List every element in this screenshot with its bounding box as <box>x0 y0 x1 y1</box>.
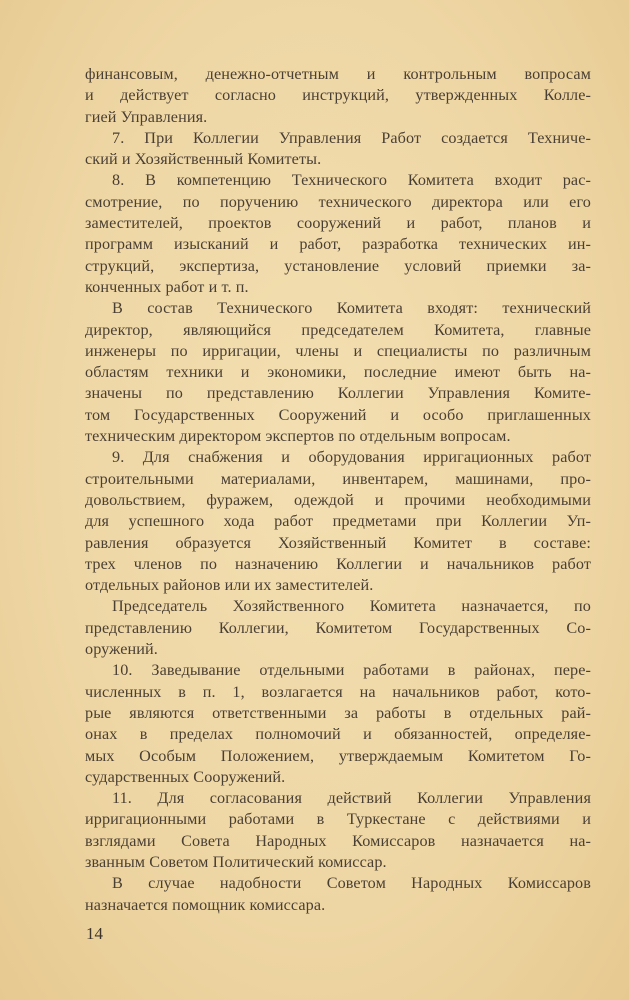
document-page <box>85 64 591 944</box>
text-line: В состав Технического Комитета входят: технический <box>112 299 591 318</box>
text-line: струкций, экспертиза, установление условий приемки за- <box>85 256 591 275</box>
text-line: 11. Для согласования действий Коллегии Управления <box>112 789 591 808</box>
text-line: взглядами Совета Народных Комиссаров назначается на- <box>85 831 591 850</box>
text-line: В случае надобности Советом Народных Комиссаров <box>112 874 591 893</box>
paragraph <box>85 170 591 298</box>
text-line: равления образуется Хозяйственный Комитет в составе: <box>85 533 591 552</box>
text-line: областям техники и экономики, последние имеют быть на- <box>85 363 591 382</box>
text-line: онах в пределах полномочий и обязанностей, определяе- <box>85 725 591 744</box>
text-line: ирригационными работами в Туркестане с действиями и <box>85 810 591 829</box>
paragraph <box>85 873 591 916</box>
text-line: представлению Коллегии, Комитетом Государственных Со- <box>85 618 591 637</box>
text-line: для успешного хода работ предметами при Коллегии Уп- <box>85 512 591 531</box>
text-line: трех членов по назначению Коллегии и начальников работ <box>85 554 591 573</box>
text-line: мых Особым Положением, утверждаемым Комитетом Го- <box>85 746 591 765</box>
text-line: ский и Хозяйственный Комитеты. <box>85 150 322 169</box>
paragraph <box>85 596 591 660</box>
text-line: гией Управления. <box>85 107 208 126</box>
text-line: заместителей, проектов сооружений и работ, планов и <box>85 214 591 233</box>
text-line: 7. При Коллегии Управления Работ создается Техниче- <box>112 128 591 147</box>
text-line: численных в п. 1, возлагается на начальников работ, кото- <box>85 682 591 701</box>
paragraph <box>85 660 591 788</box>
text-line: техническим директором экспертов по отдельным вопросам. <box>85 427 511 446</box>
text-line: 9. Для снабжения и оборудования ирригационных работ <box>112 448 591 467</box>
page-number: 14 <box>86 923 103 943</box>
text-line: конченных работ и т. п. <box>85 277 249 296</box>
text-line: и действует согласно инструкций, утвержденных Колле- <box>85 86 591 105</box>
paragraph <box>85 788 591 873</box>
document-body <box>85 64 591 916</box>
text-line: Председатель Хозяйственного Комитета назначается, по <box>112 597 591 616</box>
text-line: директор, являющийся председателем Комитета, главные <box>85 320 591 339</box>
text-line: назначается помощник комиссара. <box>85 895 326 914</box>
text-line: 8. В компетенцию Технического Комитета входит рас- <box>112 171 591 190</box>
paragraph <box>85 298 591 447</box>
text-line: рые являются ответственными за работы в отдельных рай- <box>85 703 591 722</box>
text-line: значены по представлению Коллегии Управления Комите- <box>85 384 591 403</box>
text-line: инженеры по ирригации, члены и специалисты по различным <box>85 341 591 360</box>
paragraph <box>85 447 591 596</box>
text-line: программ изысканий и работ, разработка технических ин- <box>85 235 591 254</box>
text-line: 10. Заведывание отдельными работами в районах, пере- <box>112 661 591 680</box>
text-line: сударственных Сооружений. <box>85 767 286 786</box>
text-line: том Государственных Сооружений и особо приглашенных <box>85 405 591 424</box>
text-line: довольствием, фуражем, одеждой и прочими необходимыми <box>85 490 591 509</box>
paragraph <box>85 128 591 171</box>
text-line: смотрение, по поручению технического директора или его <box>85 192 591 211</box>
text-line: званным Советом Политический комиссар. <box>85 852 387 871</box>
text-line: строительными материалами, инвентарем, машинами, про- <box>85 469 591 488</box>
text-line: финансовым, денежно-отчетным и контрольным вопросам <box>85 65 591 83</box>
text-line: отдельных районов или их заместителей. <box>85 576 374 595</box>
text-line: оружений. <box>85 640 158 659</box>
paragraph <box>85 64 591 128</box>
